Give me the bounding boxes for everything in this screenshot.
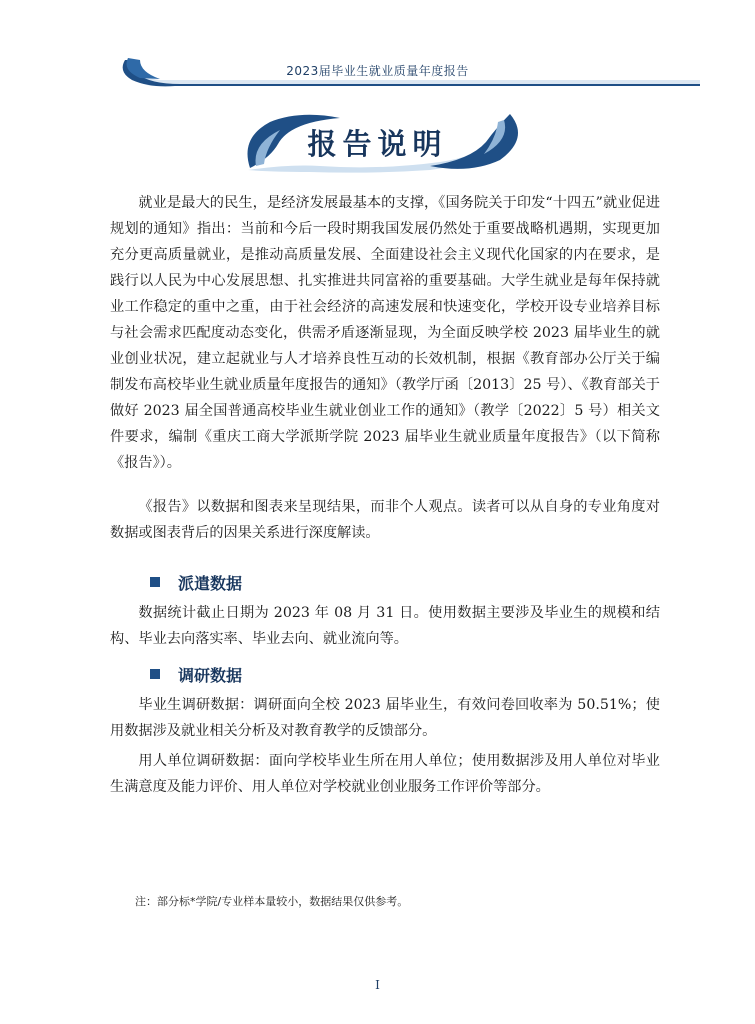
section-paragraph: 用人单位调研数据：面向学校毕业生所在用人单位；使用数据涉及用人单位对毕业生满意度及能力评价、用人单位对学校就业创业服务工作评价等部分。: [110, 753, 660, 795]
intro-paragraph-1: 就业是最大的民生，是经济发展最基本的支撑，《国务院关于印发“十四五”就业促进规划的通知》指出：当前和今后一段时期我国发展仍然处于重要战略机遇期，实现更加充分更高质量就业，是推动高质量发展、全面建设社会主义现代化国家的内在要求，是践行以人民为中心发展思想、扎实推进共同富裕的重要基础。大学生就业是每年保持就业工作稳定的重中之重，由于社会经济的高速发展和快速变化，学校开设专业培养目标与社会需求匹配度动态变化，供需矛盾逐渐显现，为全面反映学校 2023 届毕业生的就业创业状况，建立起就业与人才培养良性互动的长效机制，根据《教育部办公厅关于编制发布高校毕业生就业质量年度报告的通知》（教学厅函〔2013〕25 号）、《教育部关于做好 2023 届全国普通高校毕业生就业创业工作的通知》（教学〔2022〕5 号）相关文件要求，编制《重庆工商大学派斯学院 2023 届毕业生就业质量年度报告》（以下简称《报告》）。: [110, 195, 660, 471]
section-heading-survey: [150, 656, 660, 692]
section-title: 调研数据: [178, 665, 243, 685]
header-title: 2023届毕业生就业质量年度报告: [286, 64, 469, 78]
square-bullet-icon: [150, 669, 160, 679]
section-paragraph: 数据统计截止日期为 2023 年 08 月 31 日。使用数据主要涉及毕业生的规模和结构、毕业去向落实率、毕业去向、就业流向等。: [110, 605, 660, 647]
section-title: 派遣数据: [178, 573, 243, 593]
report-body: [110, 190, 660, 800]
header-band: [0, 0, 755, 100]
footnote: 注：部分标*学院/专业样本量较小，数据结果仅供参考。: [135, 895, 409, 908]
page-number: I: [375, 978, 380, 992]
square-bullet-icon: [150, 577, 160, 587]
intro-paragraph-2: 《报告》以数据和图表来呈现结果，而非个人观点。读者可以从自身的专业角度对数据或图表背后的因果关系进行深度解读。: [110, 499, 660, 541]
section-heading-dispatch: [150, 564, 660, 600]
section-paragraph: 毕业生调研数据：调研面向全校 2023 届毕业生，有效问卷回收率为 50.51%；使用数据涉及就业相关分析及对教育教学的反馈部分。: [110, 697, 660, 739]
page-heading: 报告说明: [307, 127, 448, 161]
